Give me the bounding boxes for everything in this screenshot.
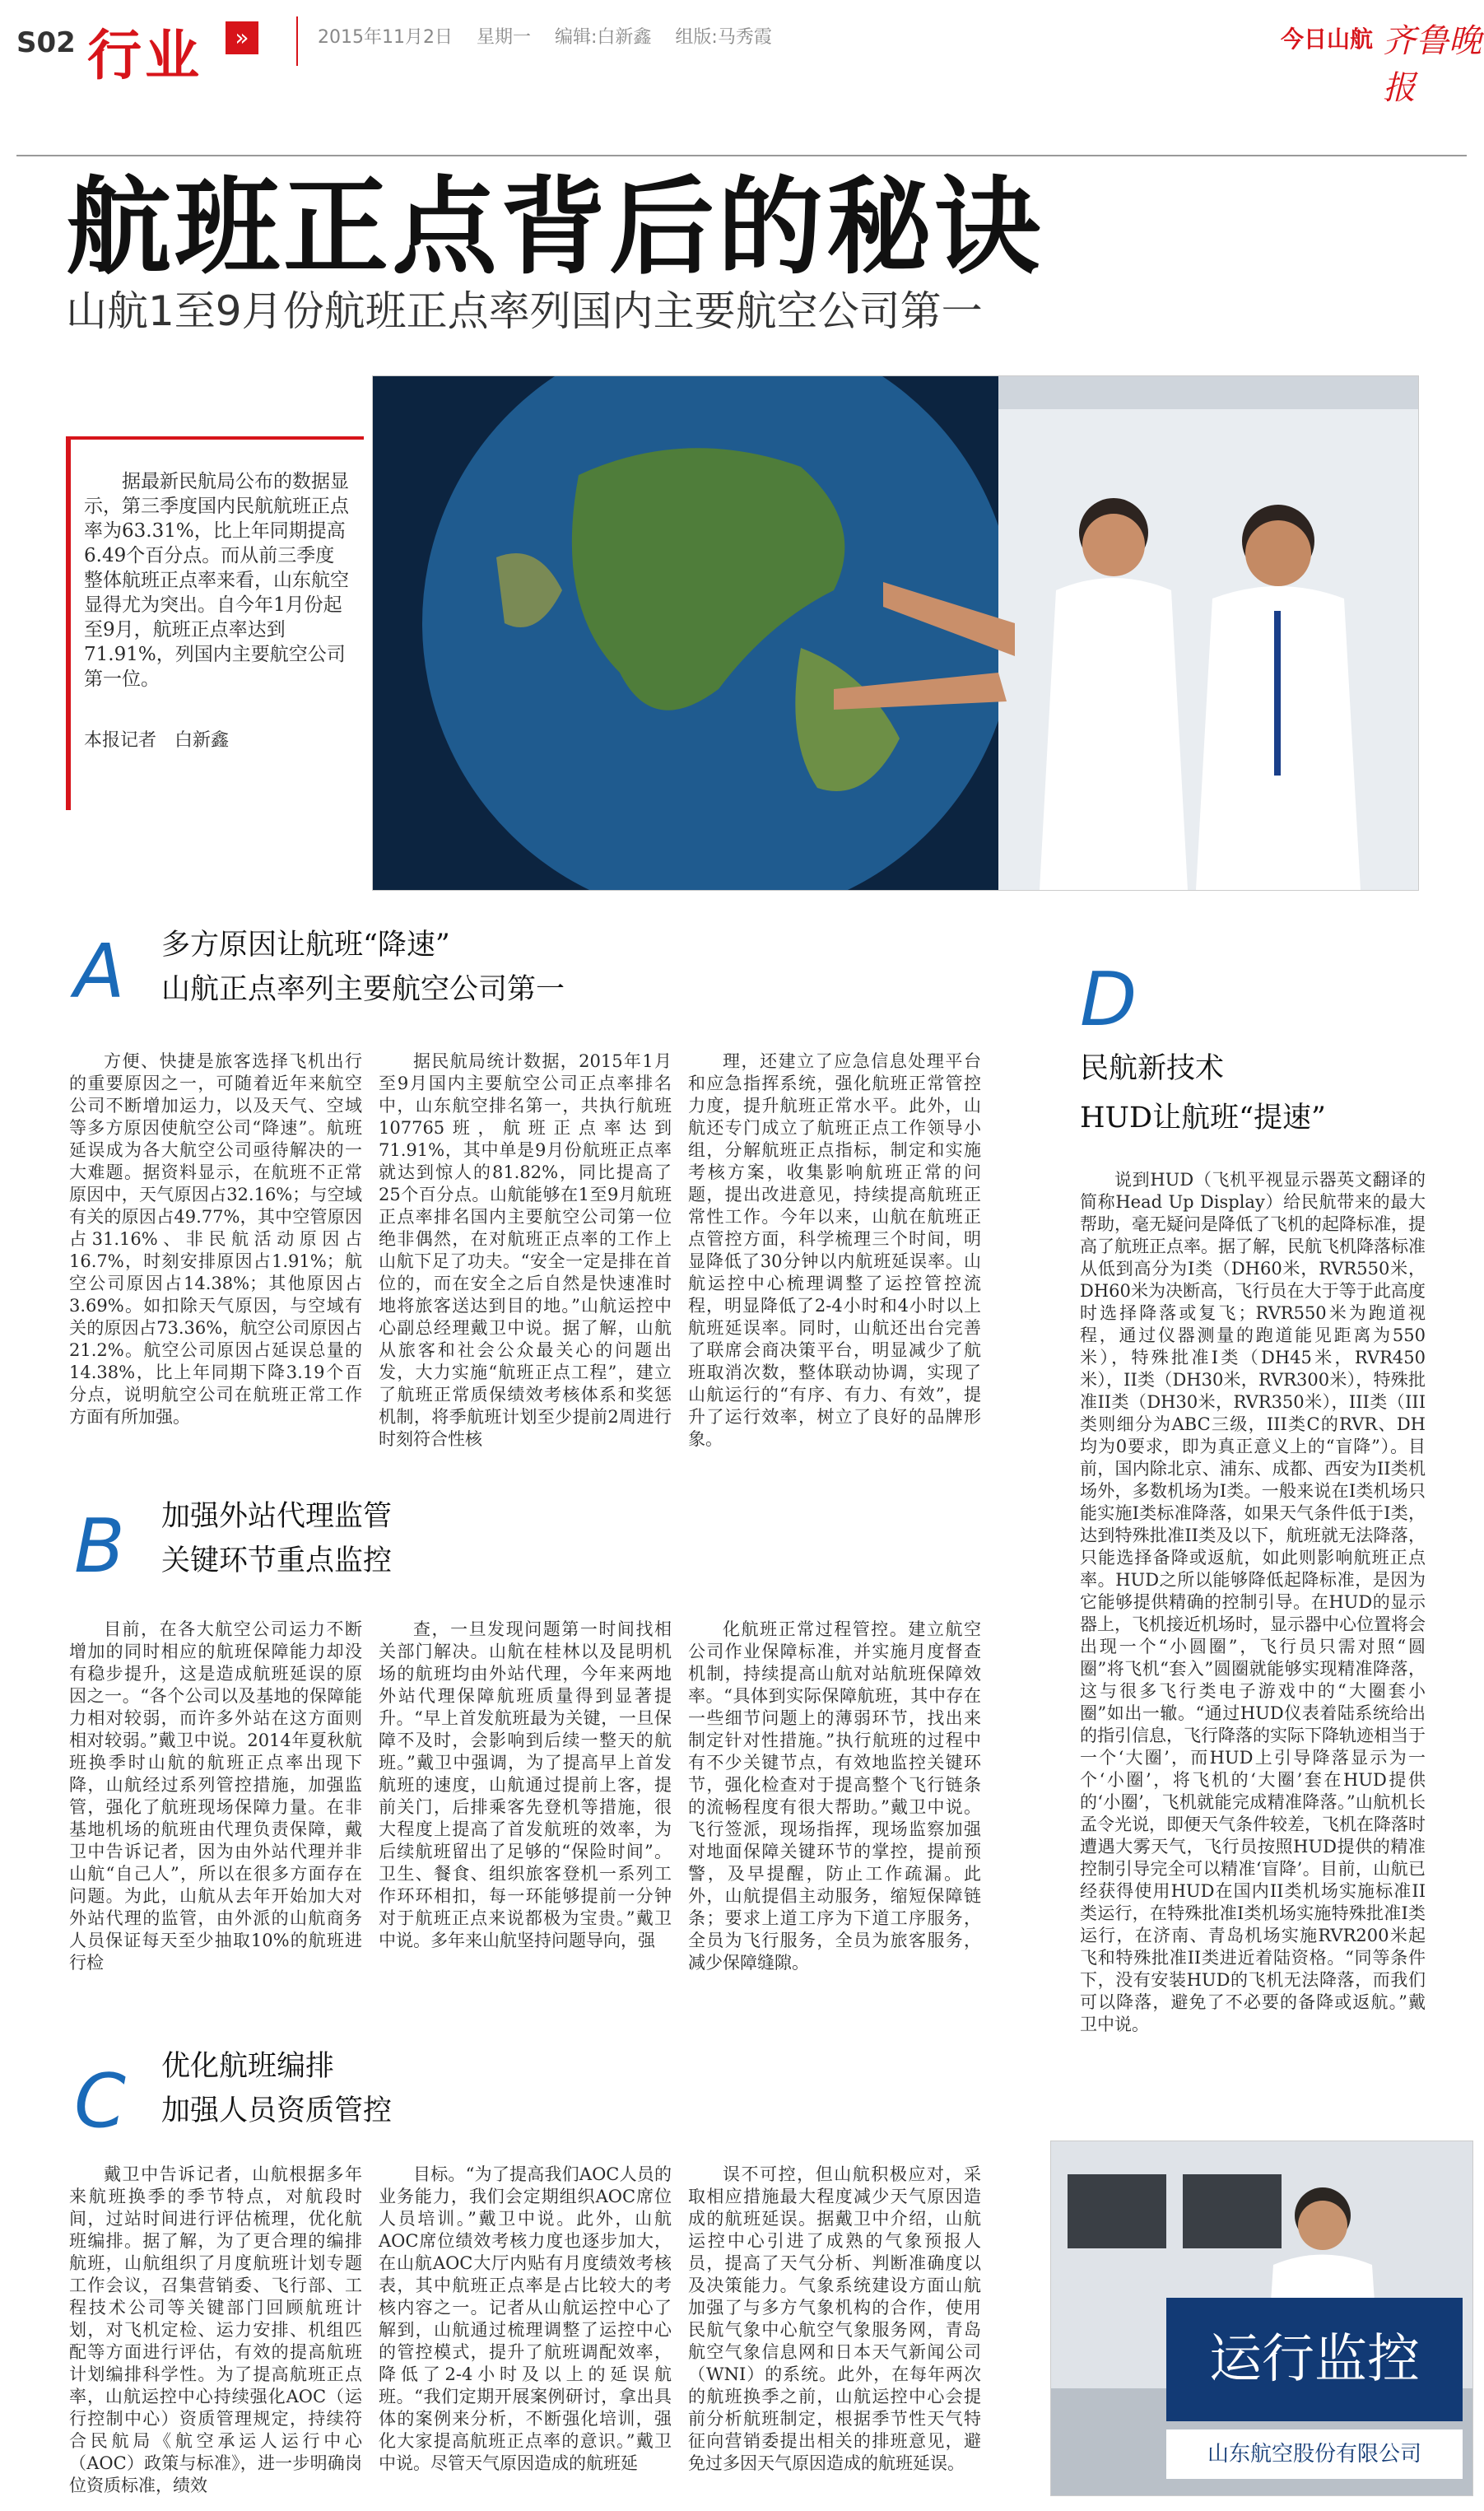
- section-a-column-3: [688, 1051, 981, 1451]
- section-c-title-2: 加强人员资质管控: [161, 2094, 393, 2127]
- page-number: S02: [16, 26, 76, 59]
- header-meta: [318, 23, 790, 49]
- control-room-photo: [372, 375, 1419, 891]
- section-c-column-2: [379, 2164, 672, 2475]
- section-b-title-1: 加强外站代理监管: [161, 1500, 393, 1533]
- issue-weekday: 星期一: [476, 27, 531, 48]
- section-b-column-1: [69, 1619, 362, 1974]
- section-letter-b: B: [74, 1503, 125, 1590]
- company-logo-sign: 山东航空股份有限公司: [1166, 2429, 1463, 2479]
- header-divider: [296, 16, 298, 66]
- article-title: 航班正点背后的秘诀: [66, 166, 1044, 289]
- operations-sign: 运行监控: [1166, 2298, 1463, 2421]
- section-d-column: [1080, 1169, 1426, 2036]
- header-rule: [16, 155, 1467, 156]
- newspaper-logo: 齐鲁晚报: [1383, 22, 1482, 107]
- section-d-title-1: 民航新技术: [1080, 1052, 1225, 1085]
- globe-screen-illustration: [373, 376, 1418, 890]
- paragraph: 目标。“为了提高我们AOC人员的业务能力，我们会定期组织AOC席位人员培训。”戴卫中说。此外，山航AOC席位绩效考核力度也逐步加大，在山航AOC大厅内贴有月度绩效考核表，其中航班正点率是占比较大的考核内容之一。记者从山航运控中心了解到，山航通过梳理调整了运控中心的管控模式，提升了航班调配效率，降低了2-4小时及以上的延误航班。“我们定期开展案例研讨，拿出具体的案例来分析，不断强化培训，强化大家提高航班正点率的意识。”戴卫中说。尽管天气原因造成的航班延: [379, 2164, 672, 2473]
- paragraph: 戴卫中告诉记者，山航根据多年来航班换季的季节特点，对航段时间，过站时间进行评估梳理，优化航班编排。据了解，为了更合理的编排航班，山航组织了月度航班计划专题工作会议，召集营销委、飞行部、工程技术公司等关键部门回顾航班计划，对飞机定检、运力安排、机组匹配等方面进行评估，有效的提高航班计划编排科学性。为了提高航班正点率，山航运控中心持续强化AOC（运行控制中心）资质管理规定，持续符合民航局《航空承运人运行中心（AOC）政策与标准》，进一步明确岗位资质标准，绩效: [69, 2164, 362, 2495]
- intro-text: 据最新民航局公布的数据显示，第三季度国内民航航班正点率为63.31%，比上年同期提高6.49个百分点。而从前三季度整体航班正点率来看，山东航空显得尤为突出。自今年1月份起至9月，航班正点率达到71.91%，列国内主要航空公司第一位。: [84, 471, 349, 690]
- section-b-column-3: [688, 1619, 981, 1974]
- section-b-title-2: 关键环节重点监控: [161, 1544, 393, 1577]
- section-a-title-2: 山航正点率列主要航空公司第一: [161, 973, 565, 1006]
- column-brand: 今日山航: [1281, 26, 1374, 53]
- paragraph: 方便、快捷是旅客选择飞机出行的重要原因之一，可随着近年来航空公司不断增加运力，以及天气、空域等多方原因使航空公司“降速”。航班延误成为各大航空公司亟待解决的一大难题。据资料显示，在航班不正常原因中，天气原因占32.16%；与空域有关的原因占49.77%，其中空管原因占31.16%、非民航活动原因占16.7%，时刻安排原因占1.91%；航空公司原因占14.38%；其他原因占3.69%。如扣除天气原因，与空域有关的原因占73.36%，航空公司原因占21.2%。航空公司原因占延误总量的14.38%，比上年同期下降3.19个百分点，说明航空公司在航班正常工作方面有所加强。: [69, 1051, 362, 1427]
- article-subtitle: 山航1至9月份航班正点率列国内主要航空公司第一: [66, 287, 983, 335]
- section-letter-c: C: [74, 2058, 126, 2145]
- issue-date: 2015年11月2日: [318, 27, 453, 48]
- layout-editor: 组版:马秀霞: [675, 27, 772, 48]
- paragraph: 理，还建立了应急信息处理平台和应急指挥系统，强化航班正常管控力度，提升航班正常水平。此外，山航还专门成立了航班正点工作领导小组，分解航班正点指标，制定和实施考核方案，收集影响航班正常的问题，提出改进意见，持续提高航班正常性工作。今年以来，山航在航班正点管控方面，科学梳理三个时间，明显降低了30分钟以内航班延误率。山航运控中心梳理调整了运控管控流程，明显降低了2-4小时和4小时以上航班延误率。同时，山航还出台完善了联席会商决策平台，明显减少了航班取消次数，整体联动协调，实现了山航运行的“有序、有力、有效”，提升了运行效率，树立了良好的品牌形象。: [688, 1051, 981, 1449]
- paragraph: 目前，在各大航空公司运力不断增加的同时相应的航班保障能力却没有稳步提升，这是造成航班延误的原因之一。“各个公司以及基地的保障能力相对较弱，而许多外站在这方面则相对较弱。”戴卫中说。2014年夏秋航班换季时山航的航班正点率出现下降，山航经过系列管控措施，加强监管，强化了航班现场保障力量。在非基地机场的航班由代理负责保障，戴卫中告诉记者，因为由外站代理并非山航“自己人”，所以在很多方面存在问题。为此，山航从去年开始加大对外站代理的监管，由外派的山航商务人员保证每天至少抽取10%的航班进行检: [69, 1619, 362, 1973]
- byline: 本报记者 白新鑫: [84, 730, 230, 751]
- section-letter-d: D: [1080, 957, 1137, 1043]
- chevron-right-icon: »: [226, 21, 258, 54]
- paragraph: 化航班正常过程管控。建立航空公司作业保障标准，并实施月度督查机制，持续提高山航对站航班保障效率。“具体到实际保障航班，其中存在一些细节问题上的薄弱环节，找出来制定针对性措施。”执行航班的过程中有不少关键节点，有效地监控关键环节，强化检查对于提高整个飞行链条的流畅程度有很大帮助。”戴卫中说。飞行签派，现场指挥，现场监察加强对地面保障关键环节的掌控，提前预警，及早提醒，防止工作疏漏。此外，山航提倡主动服务，缩短保障链条；要求上道工序为下道工序服务，全员为飞行服务，全员为旅客服务，减少保障缝隙。: [688, 1619, 981, 1973]
- paragraph: 查，一旦发现问题第一时间找相关部门解决。山航在桂林以及昆明机场的航班均由外站代理，今年来两地外站代理保障航班质量得到显著提升。“早上首发航班最为关键，一旦保障不及时，会影响到后续一整天的航班。”戴卫中强调，为了提高早上首发航班的速度，山航通过提前上客，提前关门，后排乘客先登机等措施，很大程度上提高了首发航班的效率，为后续航班留出了足够的“保险时间”。卫生、餐食、组织旅客登机一系列工作环环相扣，每一环能够提前一分钟对于航班正点来说都极为宝贵。”戴卫中说。多年来山航坚持问题导向，强: [379, 1619, 672, 1950]
- section-d-title-2: HUD让航班“提速”: [1080, 1102, 1326, 1134]
- section-b-column-2: [379, 1619, 672, 1952]
- section-letter-a: A: [74, 929, 125, 1015]
- paragraph: 误不可控，但山航积极应对，采取相应措施最大程度减少天气原因造成的航班延误。据戴卫中介绍，山航运控中心引进了成熟的气象预报人员，提高了天气分析、判断准确度以及决策能力。气象系统建设方面山航加强了与多方气象机构的合作，使用民航气象中心航空气象服务网，青岛航空气象信息网和日本天气新闻公司（WNI）的系统。此外，在每年两次的航班换季之前，山航运控中心会提前分析航班制定，根据季节性天气特征向营销委提出相关的排班意见，避免过多因天气原因造成的航班延误。: [688, 2164, 981, 2473]
- section-c-title-1: 优化航班编排: [161, 2050, 335, 2083]
- editor: 编辑:白新鑫: [555, 27, 652, 48]
- section-a-column-1: [69, 1051, 362, 1428]
- section-a-title-1: 多方原因让航班“降速”: [161, 929, 450, 962]
- paragraph: 据民航局统计数据，2015年1月至9月国内主要航空公司正点率排名中，山东航空排名第一，共执行航班107765班，航班正点率达到71.91%，其中单是9月份航班正点率就达到惊人的81.82%，同比提高了25个百分点。山航能够在1至9月航班正点率排名国内主要航空公司第一位绝非偶然，在对航班正点率的工作上山航下足了功夫。“安全一定是排在首位的，而在安全之后自然是快速准时地将旅客送达到目的地。”山航运控中心副总经理戴卫中说。据了解，山航从旅客和社会公众最关心的问题出发，大力实施“航班正点工程”，建立了航班正常质保绩效考核体系和奖惩机制，将季航班计划至少提前2周进行时刻符合性核: [379, 1051, 672, 1449]
- section-a-column-2: [379, 1051, 672, 1451]
- section-title: 行业: [87, 23, 202, 87]
- operations-control-photo: [1050, 2141, 1473, 2496]
- section-c-column-1: [69, 2164, 362, 2497]
- section-c-column-3: [688, 2164, 981, 2475]
- paragraph: 说到HUD（飞机平视显示器英文翻译的简称Head Up Display）给民航带来的最大帮助，毫无疑问是降低了飞机的起降标准，提高了航班正点率。据了解，民航飞机降落标准从低到高分为I类（DH60米，RVR550米，DH60米为决断高，飞行员在大于等于此高度时选择降落或复飞；RVR550米为跑道视程，通过仪器测量的跑道能见距离为550米），特殊批准I类（DH45米，RVR450米），II类（DH30米，RVR300米），特殊批准II类（DH30米，RVR350米），III类（III类则细分为ABC三级，III类C的RVR、DH均为0要求，即为真正意义上的“盲降”）。目前，国内除北京、浦东、成都、西安为II类机场外，多数机场为I类。一般来说在I类机场只能实施I类标准降落，如果天气条件低于I类，达到特殊批准II类及以下，航班就无法降落，只能选择备降或返航，如此则影响航班正点率。HUD之所以能够降低起降标准，是因为它能够提供精确的控制引导。在HUD的显示器上，飞机接近机场时，显示器中心位置将会出现一个“小圆圈”，飞行员只需对照“圆圈”将飞机“套入”圆圈就能够实现精准降落，这与很多飞行类电子游戏中的“大圈套小圈”如出一辙。“通过HUD仪表着陆系统给出的指引信息，飞行降落的实际下降轨迹相当于一个‘大圈’，而HUD上引导降落显示为一个‘小圈’，将飞机的‘大圈’套在HUD提供的‘小圈’，飞机就能完成精准降落。”山航机长孟令光说，即便天气条件较差，飞机在降落时遭遇大雾天气，飞行员按照HUD提供的精准控制引导完全可以精准‘盲降’。目前，山航已经获得使用HUD在国内II类机场实施标准II类运行，在特殊批准I类机场实施特殊批准I类运行，在济南、青岛机场实施RVR200米起飞和特殊批准II类进近着陆资格。“同等条件下，没有安装HUD的飞机无法降落，而我们可以降落，避免了不必要的备降或返航。”戴卫中说。: [1080, 1170, 1426, 2034]
